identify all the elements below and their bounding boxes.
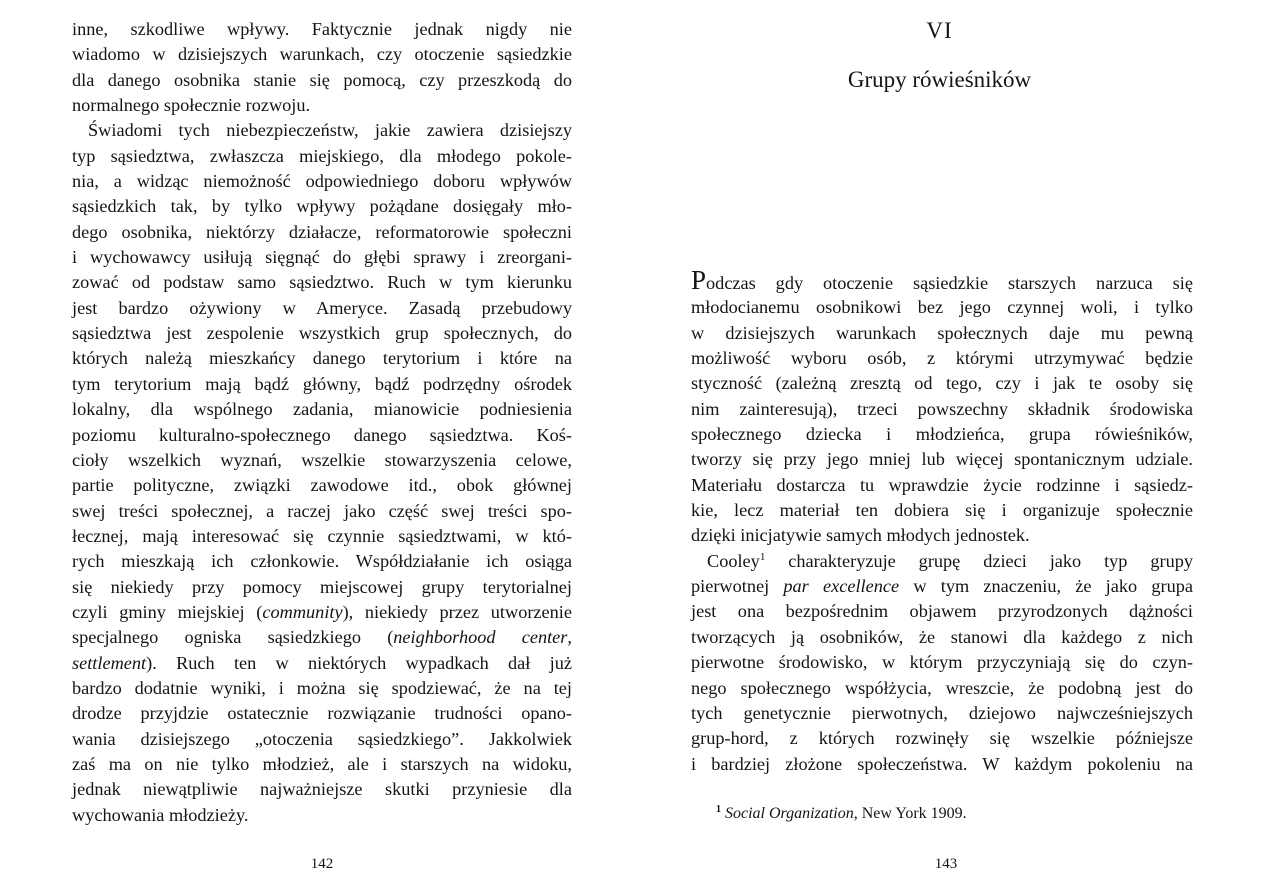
text-line: nim zainteresują), trzeci powszechny składnik środowiska — [691, 398, 1193, 419]
italic-term: community — [262, 601, 343, 622]
text-line: wychowania młodzieży. — [72, 804, 249, 825]
text-line: zować od podstaw samo sąsiedztwo. Ruch w tym kierunku — [72, 272, 572, 293]
right-page — [631, 0, 1263, 893]
drop-cap: P — [691, 265, 707, 295]
text-line: pierwotne środowisko, w którym przyczyniają się do czyn- — [691, 652, 1193, 673]
text-line: Podczas gdy otoczenie sąsiedzkie starszych narzuca się — [691, 265, 1193, 295]
text-line: wania dzisiejszego „otoczenia sąsiedzkiego”. Jakkolwiek — [72, 728, 572, 749]
left-page — [0, 0, 631, 893]
text-line: grup-hord, z których rozwinęły się wszelkie późniejsze — [691, 728, 1193, 749]
text-line: dla danego osobnika stanie się pomocą, czy przeszkodą do — [72, 69, 572, 90]
text-line: Świadomi tych niebezpieczeństw, jakie zawiera dzisiejszy — [88, 120, 572, 141]
text-line: się niekiedy przy pomocy miejscowej grupy terytorialnej — [72, 576, 572, 597]
text-line: typ sąsiedztwa, zwłaszcza miejskiego, dla młodego pokole- — [72, 145, 572, 166]
text-line: tworzy się przy jego mniej lub więcej spontanicznym udziale. — [691, 449, 1193, 470]
text-line: partie polityczne, związki zawodowe itd., obok głównej — [72, 475, 572, 496]
text-line: wiadomo w dzisiejszych warunkach, czy otoczenie sąsiedzkie — [72, 44, 572, 65]
text-line: nego społecznego współżycia, wreszcie, że podobną jest do — [691, 677, 1193, 698]
text-line: lokalny, dla wspólnego zadania, mianowicie podniesienia — [72, 399, 572, 420]
text-line: młodocianemu osobnikowi bez jego czynnej woli, i tylko — [691, 297, 1193, 318]
page-number: 142 — [310, 856, 334, 872]
text-line: zaś ma on nie tylko młodzież, ale i starszych na widoku, — [72, 753, 572, 774]
text-line: pierwotnej par excellence w tym znaczeniu, że jako grupa — [691, 576, 1193, 597]
footnote — [716, 804, 967, 823]
footnote-title: Social Organization — [725, 805, 854, 822]
text-line: Cooley$^1$ charakteryzuje grupę dzieci jako typ grupy — [707, 550, 1193, 571]
text-line: jest bardzo ożywiony w Ameryce. Zasadą przebudowy — [72, 297, 572, 318]
text-line: normalnego społecznie rozwoju. — [72, 95, 311, 116]
footnote-ref: 1 — [759, 550, 766, 563]
text-line: bardzo dodatnie wyniki, i można się spodziewać, że na tej — [72, 677, 572, 698]
text-line: dzięki inicjatywie samych młodych jednostek. — [691, 525, 1030, 546]
text-line: kie, lecz materiał ten dobiera się i organizuje społecznie — [691, 500, 1193, 521]
text-line: i wychowawcy usiłują sięgnąć do głębi sprawy i zreorgani- — [72, 247, 572, 268]
text-line: tym terytorium mają bądź główny, bądź podrzędny ośrodek — [72, 373, 572, 394]
text-line: settlement). Ruch ten w niektórych wypadkach dał już — [72, 652, 572, 673]
italic-term: par excellence — [783, 576, 900, 597]
page-number: 143 — [934, 856, 958, 872]
footnote-marker: 1 — [716, 804, 721, 815]
text-line: i bardziej złożone społeczeństwa. W każdym pokoleniu na — [691, 753, 1193, 774]
left-page-text — [72, 17, 572, 828]
text-line: jest ona bezpośrednim objawem przyrodzonych dążności — [691, 601, 1193, 622]
text-line: możliwość wyboru osób, z którymi utrzymywać będzie — [691, 348, 1193, 369]
italic-term: settlement — [72, 652, 147, 673]
text-line: których należą mieszkańcy danego terytorium i które na — [72, 348, 572, 369]
text-line: cioły wszelkich wyznań, wszelkie stowarzyszenia celowe, — [72, 449, 572, 470]
right-page-text — [691, 265, 1193, 777]
text-line: tworzących ją osobników, że stanowi dla każdego z nich — [691, 626, 1193, 647]
text-line: swej treści społecznej, a raczej jako część swej treści spo- — [72, 500, 572, 521]
text-line: nia, a widząc niemożność odpowiedniego doboru wpływów — [72, 171, 572, 192]
chapter-title: Grupy rówieśników — [847, 67, 1032, 92]
text-line: sąsiedzkich tak, by tylko wpływy pożądane dosięgały mło- — [72, 196, 572, 217]
text-line: inne, szkodliwe wpływy. Faktycznie jednak nigdy nie — [72, 19, 572, 39]
text-line: rych mieszkają ich członkowie. Współdziałanie ich osiąga — [72, 551, 572, 572]
text-line: w dzisiejszych warunkach społecznych daje mu pewną — [691, 322, 1193, 343]
text-line: społecznego dziecka i młodzieńca, grupa rówieśników, — [691, 424, 1193, 445]
text-line: tych genetycznie pierwotnych, dziejowo najwcześniejszych — [691, 702, 1193, 723]
text-line: poziomu kulturalno-społecznego danego sąsiedztwa. Koś- — [72, 424, 572, 445]
text-line: sąsiedztwa jest zespolenie wszystkich grup społecznych, do — [72, 323, 572, 344]
text-line: łecznej, mają interesować się czynnie sąsiedztwami, w któ- — [72, 525, 572, 546]
chapter-number: VI — [926, 18, 953, 43]
text-line: czyli gminy miejskiej (community), niekiedy przez utworzenie — [72, 601, 572, 622]
italic-term: neighborhood center — [393, 627, 568, 648]
text-line: Materiału dostarcza tu wprawdzie życie rodzinne i sąsiedz- — [691, 474, 1193, 495]
text-line: styczność (zależną zresztą od tego, czy i jak te osoby się — [691, 373, 1193, 394]
text-line: specjalnego ogniska sąsiedzkiego (neighborhood center, — [72, 627, 572, 648]
text-line: dego osobnika, niektórzy działacze, reformatorowie społeczni — [72, 221, 572, 242]
footnote-rest: , New York 1909. — [853, 805, 967, 822]
text-line: drodze przyjdzie ostatecznie rozwiązanie trudności opano- — [72, 703, 572, 724]
text-line: jednak niewątpliwie najważniejsze skutki przyniesie dla — [72, 779, 572, 800]
